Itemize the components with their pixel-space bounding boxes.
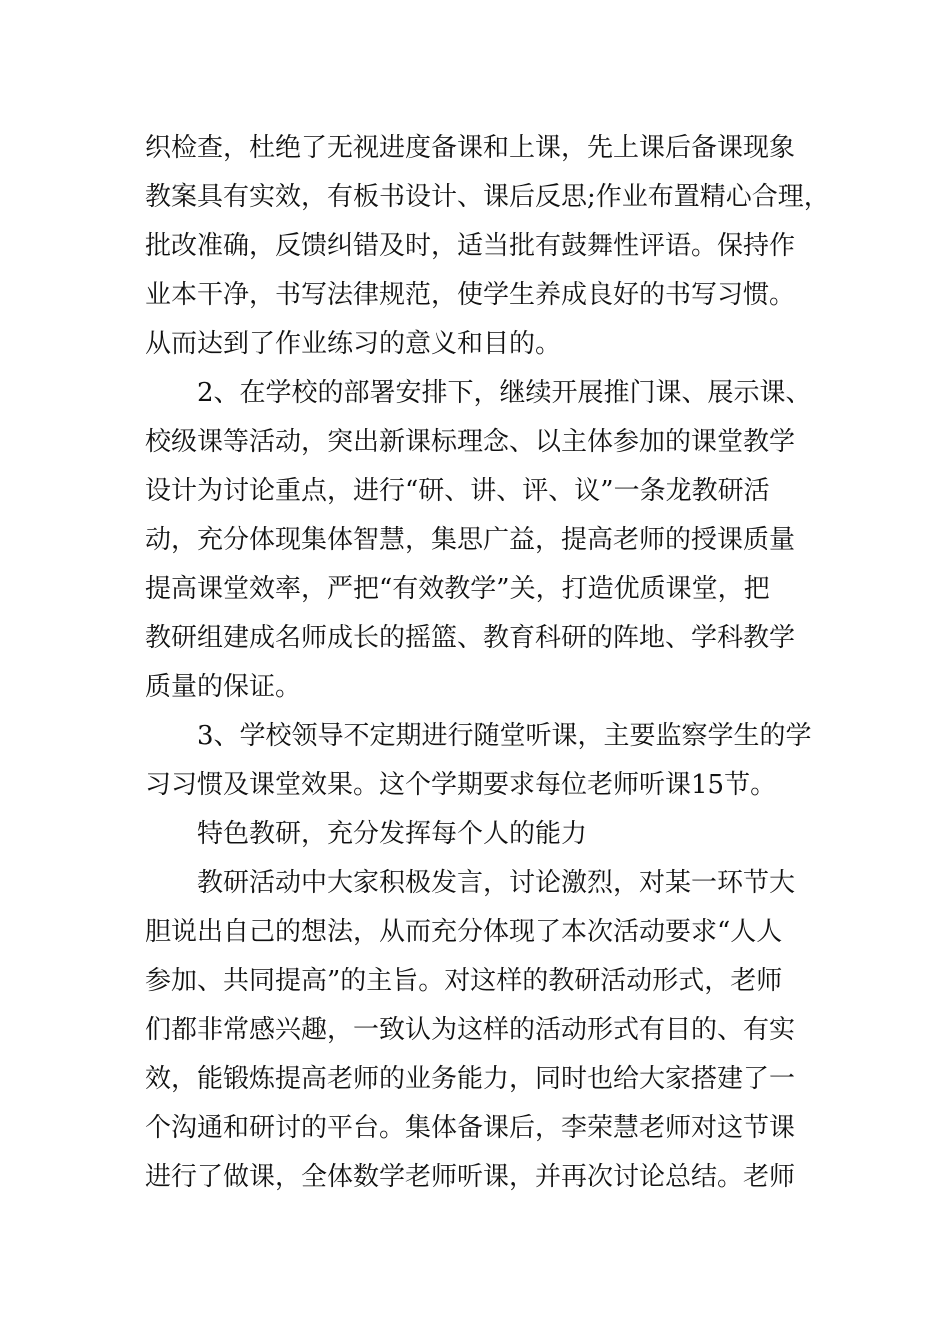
text-line: 织检查，杜绝了无视进度备课和上课，先上课后备课现象	[145, 133, 796, 163]
text-line: 胆说出自己的想法，从而充分体现了本次活动要求“人人	[145, 917, 783, 947]
text-line: 效，能锻炼提高老师的业务能力，同时也给大家搭建了一	[145, 1064, 796, 1094]
text-line: 校级课等活动，突出新课标理念、以主体参加的课堂教学	[145, 427, 796, 457]
text-line: 从而达到了作业练习的意义和目的。	[145, 329, 562, 359]
body-text	[145, 124, 830, 1202]
text-line: 业本干净，书写法律规范，使学生养成良好的书写习惯。	[145, 280, 796, 310]
text-line: 批改准确，反馈纠错及时，适当批有鼓舞性评语。保持作	[145, 231, 796, 261]
text-line: 参加、共同提高”的主旨。对这样的教研活动形式，老师	[145, 966, 783, 996]
text-line: 教案具有实效，有板书设计、课后反思;作业布置精心合理，	[145, 182, 830, 212]
text-line: 教研组建成名师成长的摇篮、教育科研的阵地、学科教学	[145, 623, 796, 653]
text-line: 习习惯及课堂效果。这个学期要求每位老师听课15节。	[145, 770, 777, 800]
section-heading: 特色教研，充分发挥每个人的能力	[197, 819, 588, 849]
text-line: 质量的保证。	[145, 672, 302, 702]
text-line: 们都非常感兴趣，一致认为这样的活动形式有目的、有实	[145, 1015, 796, 1045]
text-line: 进行了做课，全体数学老师听课，并再次讨论总结。老师	[145, 1162, 796, 1192]
paragraph-start-line: 2、在学校的部署安排下，继续开展推门课、展示课、	[197, 378, 812, 408]
text-line: 个沟通和研讨的平台。集体备课后，李荣慧老师对这节课	[145, 1113, 796, 1143]
text-line: 动，充分体现集体智慧，集思广益，提高老师的授课质量	[145, 525, 796, 555]
text-line: 设计为讨论重点，进行“研、讲、评、议”一条龙教研活	[145, 476, 770, 506]
text-line: 提高课堂效率，严把“有效教学”关，打造优质课堂，把	[145, 574, 770, 604]
paragraph-start-line: 教研活动中大家积极发言，讨论激烈，对某一环节大	[197, 868, 796, 898]
paragraph-start-line: 3、学校领导不定期进行随堂听课，主要监察学生的学	[197, 721, 812, 751]
